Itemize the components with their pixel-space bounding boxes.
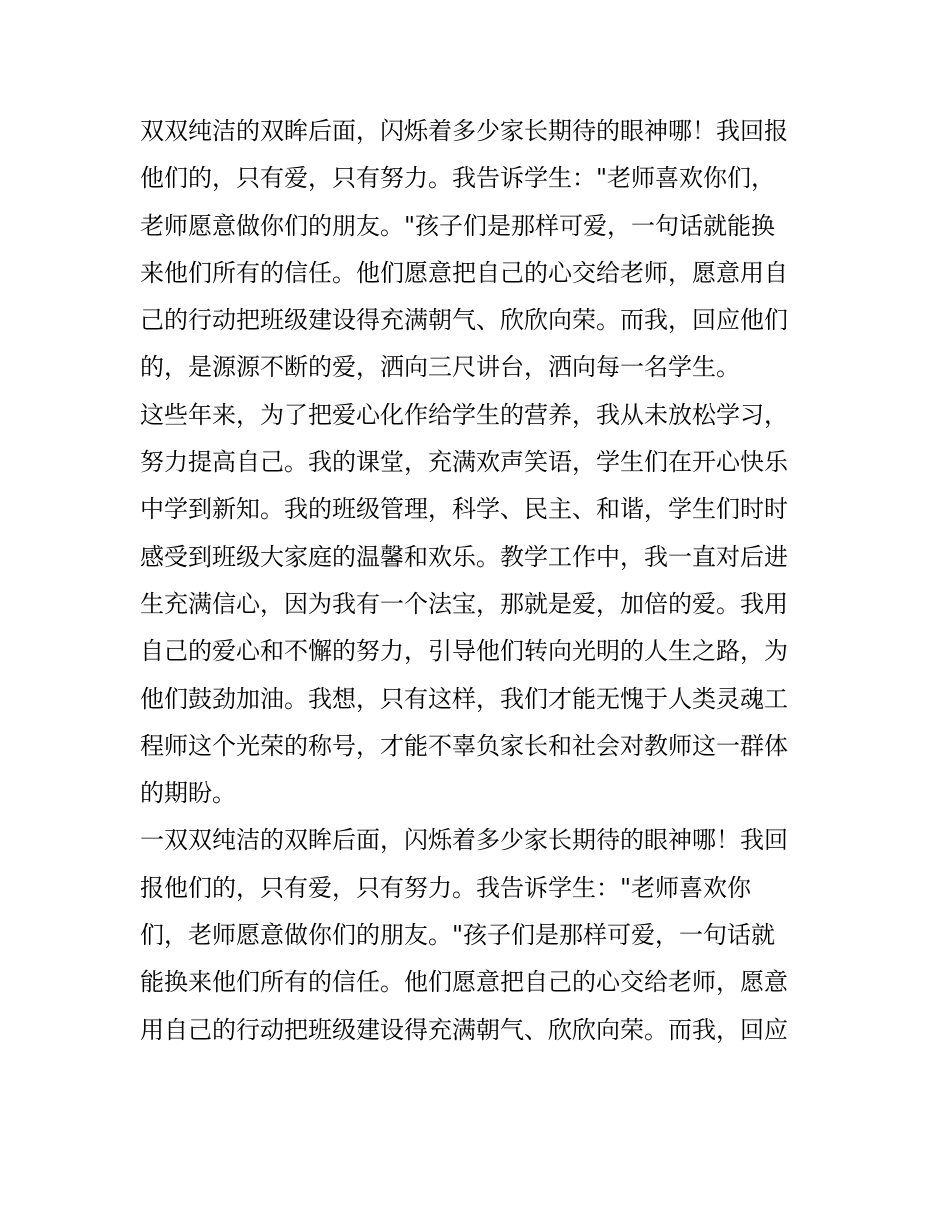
text-line: 老师愿意做你们的朋友。"孩子们是那样可爱，一句话就能换 bbox=[140, 211, 776, 240]
text-line: 来他们所有的信任。他们愿意把自己的心交给老师，愿意用自 bbox=[140, 258, 788, 287]
text-line: 的期盼。 bbox=[140, 779, 236, 808]
document-page bbox=[140, 108, 812, 1054]
text-line: 能换来他们所有的信任。他们愿意把自己的心交给老师，愿意 bbox=[140, 968, 788, 997]
text-line: 双双纯洁的双眸后面，闪烁着多少家长期待的眼神哪！我回报 bbox=[140, 117, 788, 145]
text-line: 中学到新知。我的班级管理，科学、民主、和谐，学生们时时 bbox=[140, 495, 788, 524]
text-line: 他们鼓劲加油。我想，只有这样，我们才能无愧于人类灵魂工 bbox=[140, 684, 788, 713]
text-line: 的，是源源不断的爱，洒向三尺讲台，洒向每一名学生。 bbox=[140, 353, 740, 382]
text-line: 报他们的，只有爱，只有努力。我告诉学生："老师喜欢你 bbox=[140, 873, 752, 902]
text-line: 程师这个光荣的称号，才能不辜负家长和社会对教师这一群体 bbox=[140, 731, 788, 760]
text-line: 们，老师愿意做你们的朋友。"孩子们是那样可爱，一句话就 bbox=[140, 921, 776, 950]
text-line: 感受到班级大家庭的温馨和欢乐。教学工作中，我一直对后进 bbox=[140, 542, 788, 571]
text-line: 这些年来，为了把爱心化作给学生的营养，我从未放松学习， bbox=[140, 400, 788, 429]
text-line: 他们的，只有爱，只有努力。我告诉学生："老师喜欢你们， bbox=[140, 164, 776, 193]
text-line: 努力提高自己。我的课堂，充满欢声笑语，学生们在开心快乐 bbox=[140, 448, 788, 477]
text-line: 一双双纯洁的双眸后面，闪烁着多少家长期待的眼神哪！我回 bbox=[140, 826, 788, 855]
text-line: 生充满信心，因为我有一个法宝，那就是爱，加倍的爱。我用 bbox=[140, 589, 788, 618]
text-line: 用自己的行动把班级建设得充满朝气、欣欣向荣。而我，回应 bbox=[140, 1015, 788, 1044]
text-line: 己的行动把班级建设得充满朝气、欣欣向荣。而我，回应他们 bbox=[140, 306, 788, 335]
text-line: 自己的爱心和不懈的努力，引导他们转向光明的人生之路，为 bbox=[140, 637, 788, 666]
